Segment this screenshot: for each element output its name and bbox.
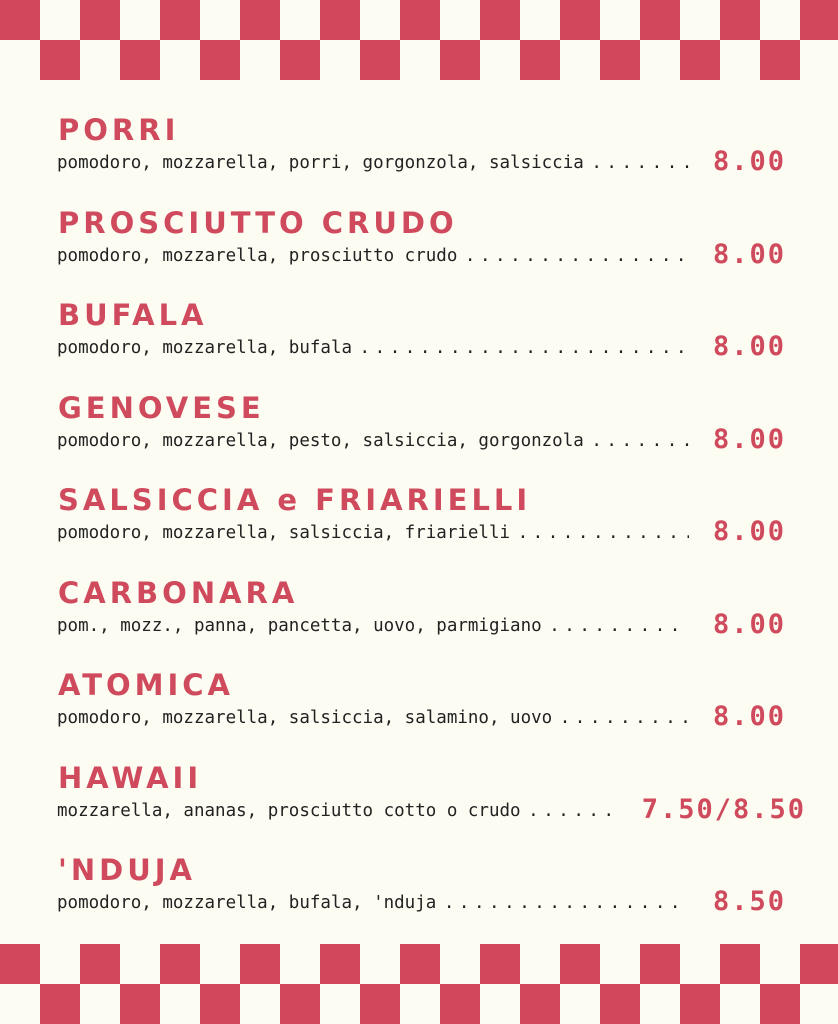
checker-square xyxy=(240,944,280,984)
item-name: GENOVESE xyxy=(58,390,265,425)
checker-square xyxy=(80,40,120,80)
checker-square xyxy=(640,40,680,80)
checker-square xyxy=(280,0,320,40)
checker-square xyxy=(520,0,560,40)
checker-square xyxy=(0,944,40,984)
menu-item-salsiccia-friarielli xyxy=(0,480,838,573)
checker-square xyxy=(480,40,520,80)
checker-square xyxy=(480,0,520,40)
item-name: BUFALA xyxy=(58,298,208,332)
checker-square xyxy=(320,40,360,80)
item-name: PROSCIUTTO CRUDO xyxy=(58,205,458,240)
checker-square xyxy=(520,40,560,80)
checker-square xyxy=(560,0,600,40)
item-price: 8.00 xyxy=(712,146,786,177)
item-ingredients: pomodoro, mozzarella, salsiccia, friarielli . . . xyxy=(57,520,689,546)
checker-square xyxy=(600,944,640,984)
checker-square xyxy=(600,984,640,1024)
item-name: CARBONARA xyxy=(58,575,299,610)
checker-square xyxy=(40,984,80,1024)
checker-square xyxy=(720,984,760,1024)
checker-square xyxy=(320,0,360,40)
checker-square xyxy=(320,944,360,984)
checker-square xyxy=(280,944,320,984)
item-price: 8.50 xyxy=(712,886,786,917)
checker-square xyxy=(80,984,120,1024)
checker-square xyxy=(760,984,800,1024)
item-price: 8.00 xyxy=(712,701,786,732)
checker-square xyxy=(240,0,280,40)
checker-square xyxy=(560,944,600,984)
item-price: 8.00 xyxy=(712,331,786,362)
menu-item-genovese xyxy=(0,388,838,481)
checker-square xyxy=(800,0,838,40)
item-ingredients: pomodoro, mozzarella, salsiccia, salamino, uovo . . . xyxy=(57,705,689,731)
checker-square xyxy=(80,0,120,40)
item-price: 8.00 xyxy=(712,238,786,270)
menu-item-hawaii xyxy=(0,758,838,851)
checker-square xyxy=(560,40,600,80)
checker-square xyxy=(40,40,80,80)
checker-square xyxy=(120,984,160,1024)
checkered-border-bottom xyxy=(0,944,838,1024)
checker-square xyxy=(720,40,760,80)
checker-square xyxy=(640,0,680,40)
checker-square xyxy=(280,40,320,80)
checker-square xyxy=(600,0,640,40)
checker-square xyxy=(360,40,400,80)
checker-square xyxy=(320,984,360,1024)
item-name: HAWAII xyxy=(58,760,203,795)
checker-square xyxy=(720,0,760,40)
checker-square xyxy=(760,0,800,40)
checker-square xyxy=(480,944,520,984)
checker-square xyxy=(440,944,480,984)
checker-square xyxy=(520,944,560,984)
checker-square xyxy=(360,944,400,984)
checker-square xyxy=(440,40,480,80)
item-name: PORRI xyxy=(58,113,180,147)
checker-square xyxy=(480,984,520,1024)
checker-square xyxy=(600,40,640,80)
item-name: 'NDUJA xyxy=(58,853,197,887)
menu-item-bufala xyxy=(0,295,838,388)
checker-square xyxy=(640,984,680,1024)
checker-square xyxy=(760,944,800,984)
checker-square xyxy=(0,0,40,40)
checker-square xyxy=(80,944,120,984)
menu-item-carbonara xyxy=(0,573,838,666)
item-price: 7.50/8.50 xyxy=(641,793,806,825)
item-ingredients: mozzarella, ananas, prosciutto cotto o crudo . . . xyxy=(57,798,613,824)
checker-square xyxy=(640,944,680,984)
checker-square xyxy=(400,984,440,1024)
menu-item-prosciutto-crudo xyxy=(0,203,838,296)
checker-square xyxy=(680,0,720,40)
checker-square xyxy=(800,944,838,984)
item-name: ATOMICA xyxy=(58,668,235,702)
checker-square xyxy=(200,984,240,1024)
checkered-border-top xyxy=(0,0,838,80)
checker-square xyxy=(400,40,440,80)
checker-square xyxy=(440,984,480,1024)
item-price: 8.00 xyxy=(712,423,786,455)
checker-square xyxy=(200,40,240,80)
checker-square xyxy=(40,0,80,40)
menu-item-nduja xyxy=(0,850,838,943)
checker-square xyxy=(720,944,760,984)
checker-square xyxy=(680,984,720,1024)
checker-square xyxy=(680,944,720,984)
checker-square xyxy=(800,984,838,1024)
menu-item-porri xyxy=(0,110,838,203)
checker-square xyxy=(0,40,40,80)
checker-square xyxy=(120,0,160,40)
checker-square xyxy=(40,944,80,984)
checker-square xyxy=(520,984,560,1024)
checker-square xyxy=(240,40,280,80)
checker-square xyxy=(680,40,720,80)
checker-square xyxy=(400,0,440,40)
item-ingredients: pomodoro, mozzarella, pesto, salsiccia, gorgonzola . . . xyxy=(57,428,689,454)
checker-square xyxy=(120,40,160,80)
menu-item-atomica xyxy=(0,665,838,758)
checker-square xyxy=(120,944,160,984)
checker-square xyxy=(240,984,280,1024)
checker-square xyxy=(760,40,800,80)
checker-square xyxy=(360,984,400,1024)
checker-square xyxy=(360,0,400,40)
checker-square xyxy=(400,944,440,984)
checker-square xyxy=(800,40,838,80)
item-ingredients: pom., mozz., panna, pancetta, uovo, parmigiano . . . xyxy=(57,613,689,639)
item-price: 8.00 xyxy=(712,516,786,547)
item-ingredients: pomodoro, mozzarella, prosciutto crudo . . . xyxy=(57,243,689,269)
checker-square xyxy=(160,40,200,80)
item-ingredients: pomodoro, mozzarella, bufala . . . xyxy=(57,335,689,361)
item-ingredients: pomodoro, mozzarella, porri, gorgonzola, salsiccia . . . xyxy=(57,150,689,176)
checker-square xyxy=(0,984,40,1024)
checker-square xyxy=(160,944,200,984)
item-price: 8.00 xyxy=(712,608,786,640)
checker-square xyxy=(440,0,480,40)
item-ingredients: pomodoro, mozzarella, bufala, 'nduja . . . xyxy=(57,890,689,916)
checker-square xyxy=(200,0,240,40)
checker-square xyxy=(200,944,240,984)
checker-square xyxy=(560,984,600,1024)
item-name: SALSICCIA e FRIARIELLI xyxy=(58,483,532,517)
pizza-menu xyxy=(0,110,838,943)
checker-square xyxy=(160,984,200,1024)
checker-square xyxy=(280,984,320,1024)
checker-square xyxy=(160,0,200,40)
